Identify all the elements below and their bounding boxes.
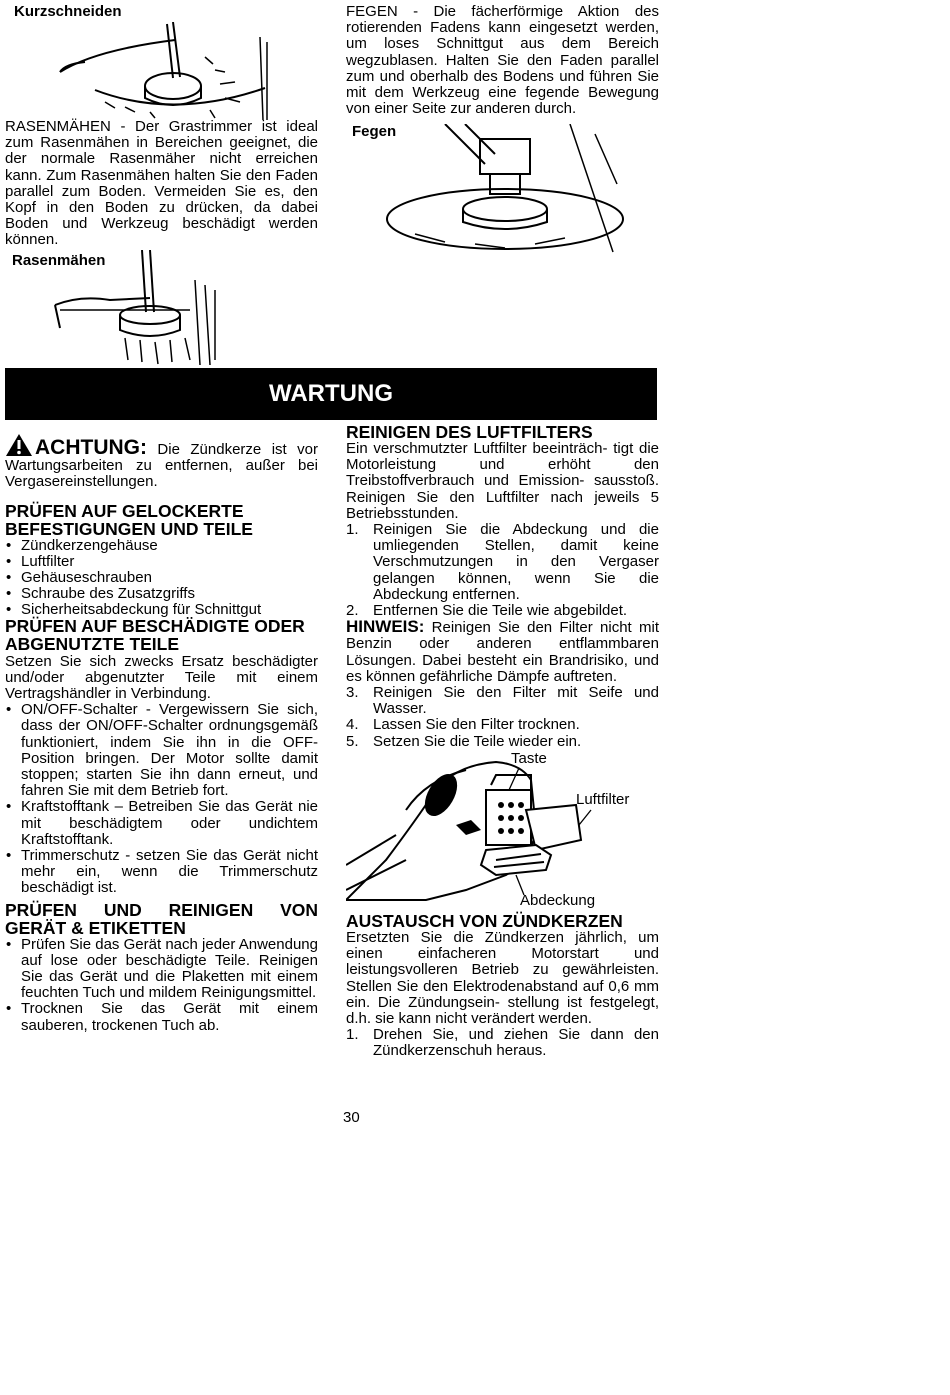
list-item: [346, 717, 659, 733]
step-number: 1.: [346, 1026, 359, 1044]
list-item: • Prüfen Sie das Gerät nach jeder Anwendung auf lose oder beschädigte Teile. Reinigen Sie das Gerät und die Plaketten mit einem feuchten Tuch und mildem Reinigungsmittel.: [5, 937, 318, 1002]
step-number: 1.: [346, 521, 359, 539]
list-item: [346, 685, 659, 717]
list-item: [346, 603, 659, 619]
heading-beschaedigte-teile: PRÜFEN AUF BESCHÄDIGTE ODER ABGENUTZTE TEILE: [5, 615, 305, 654]
warning-label: ACHTUNG:: [35, 436, 147, 459]
list-item: • Gehäuseschrauben: [5, 570, 318, 586]
note-label: HINWEIS:: [346, 617, 425, 637]
list-item: • Luftfilter: [5, 554, 318, 570]
list-item: [346, 734, 659, 750]
list-item: • Sicherheitsabdeckung für Schnittgut: [5, 602, 318, 618]
heading-luftfilter: REINIGEN DES LUFTFILTERS: [346, 422, 593, 442]
right-column-lower: [346, 912, 659, 1060]
list-item: • Trocknen Sie das Gerät mit einem sauberen, trockenen Tuch ab.: [5, 1001, 318, 1033]
banner-title: WARTUNG: [269, 380, 393, 407]
illustration-luftfilter: [346, 750, 659, 910]
note-block: [346, 619, 659, 685]
list-item: • Zündkerzengehäuse: [5, 538, 318, 554]
illustration-fegen: [385, 124, 625, 254]
list-item: • Kraftstofftank – Betreiben Sie das Gerät nie mit beschädigtem oder undichtem Kraftstofftank.: [5, 799, 318, 848]
warning-block: [5, 433, 318, 491]
illustration-rasenmaehen: [50, 250, 220, 365]
label-luftfilter: Luftfilter: [576, 791, 630, 808]
paragraph-luftfilter: Ein verschmutzter Luftfilter beeinträch- tigt die Motorleistung und erhöht den Treibstoffverbrauch und Emission- sausstoß. Reinigen Sie den Luftfilter nach jeweils 5 Betriebsstunden.: [346, 440, 659, 522]
step-text: Entfernen Sie die Teile wie abgebildet.: [373, 602, 628, 620]
list-item: [346, 522, 659, 603]
illustration-kurzschneiden: [55, 22, 275, 120]
caption-rasenmaehen: Rasenmähen: [12, 252, 106, 269]
step-number: 5.: [346, 732, 359, 750]
steps-luftfilter-a: [346, 522, 659, 619]
heading-geraet-etiketten: PRÜFEN UND REINIGEN VON GERÄT & ETIKETTEN: [5, 899, 318, 938]
page-number: 30: [343, 1109, 360, 1126]
list-gelockerte-teile: [5, 538, 318, 619]
list-beschaedigte-teile: [5, 702, 318, 896]
warning-triangle-icon: [5, 433, 33, 457]
heading-zuendkerzen: AUSTAUSCH VON ZÜNDKERZEN: [346, 911, 623, 931]
steps-luftfilter-b: [346, 685, 659, 750]
step-text: Drehen Sie, und ziehen Sie dann den Zündkerzenschuh heraus.: [373, 1026, 659, 1060]
caption-kurzschneiden: Kurzschneiden: [14, 3, 122, 20]
step-text: Reinigen Sie die Abdeckung und die umliegenden Stellen, damit keine Verschmutzungen in den Vergaser gelangen können, wenn Sie die Abdeckung entfernen.: [373, 521, 659, 603]
step-text: Setzen Sie die Teile wieder ein.: [373, 732, 582, 750]
list-item: • ON/OFF-Schalter - Vergewissern Sie sich, dass der ON/OFF-Schalter ordnungsgemäß funktioniert, indem Sie ihn in die OFF-Position bringen. Der Motor sollte damit stoppen; starten Sie ihn dann erneut, und fahren Sie mit dem Betrieb fort.: [5, 702, 318, 799]
caption-fegen: Fegen: [352, 123, 397, 140]
step-number: 2.: [346, 602, 359, 620]
list-item: [346, 1027, 659, 1059]
list-geraet-etiketten: [5, 937, 318, 1034]
steps-zuendkerzen: [346, 1027, 659, 1059]
right-column: [346, 423, 659, 750]
paragraph-zuendkerzen: Ersetzten Sie die Zündkerzen jährlich, um einen einfacheren Motorstart und leistungsvolleren Betrieb zu gewährleisten. Stellen Sie den Elektrodenabstand auf 0,6 mm ein. Die Zündungsein- stellung ist festgelegt, d.h. sie kann nicht verändert werden.: [346, 929, 659, 1028]
step-text: Reinigen Sie den Filter mit Seife und Wasser.: [373, 684, 659, 718]
list-item: • Trimmerschutz - setzen Sie das Gerät nicht mehr ein, wenn die Trimmerschutz beschädigt ist.: [5, 848, 318, 897]
heading-gelockerte-teile: PRÜFEN AUF GELOCKERTE BEFESTIGUNGEN UND TEILE: [5, 500, 253, 539]
warning-text: Die Zündkerze ist vor Wartungsarbeiten zu entfernen, außer bei Vergasereinstellungen.: [5, 441, 318, 491]
left-column: [5, 433, 318, 1034]
rasenmaehen-paragraph: RASENMÄHEN - Der Grastrimmer ist ideal zum Rasenmähen in Bereichen geeignet, die der normale Rasenmäher nicht erreichen kann. Zum Rasenmähen halten Sie den Faden parallel zum Boden. Vermeiden Sie es, den Kopf in den Boden zu drücken, da dabei Boden und Werkzeug beschädigt werden können.: [5, 118, 318, 249]
note-text: Reinigen Sie den Filter nicht mit Benzin oder anderen entflammbaren Lösungen. Dabei besteht ein Brandrisiko, und es können gefährliche Dämpfe auftreten.: [346, 619, 659, 685]
label-taste: Taste: [511, 750, 547, 767]
section-banner: [5, 368, 657, 420]
paragraph-beschaedigte-teile: Setzen Sie sich zwecks Ersatz beschädigter und/oder abgenutzter Teile mit einem Vertragshändler in Verbindung.: [5, 652, 318, 703]
fegen-paragraph: FEGEN - Die fächerförmige Aktion des rotierenden Fadens kann eingesetzt werden, um loses Schnittgut aus dem Bereich wegzublasen. Halten Sie den Faden parallel zum und oberhalb des Bodens und führen Sie mit dem Werkzeug eine fegende Bewegung von einer Seite zur anderen durch.: [346, 3, 659, 118]
step-number: 4.: [346, 716, 359, 734]
step-text: Lassen Sie den Filter trocknen.: [373, 716, 580, 734]
step-number: 3.: [346, 684, 359, 702]
label-abdeckung: Abdeckung: [520, 892, 596, 909]
list-item: • Schraube des Zusatzgriffs: [5, 586, 318, 602]
